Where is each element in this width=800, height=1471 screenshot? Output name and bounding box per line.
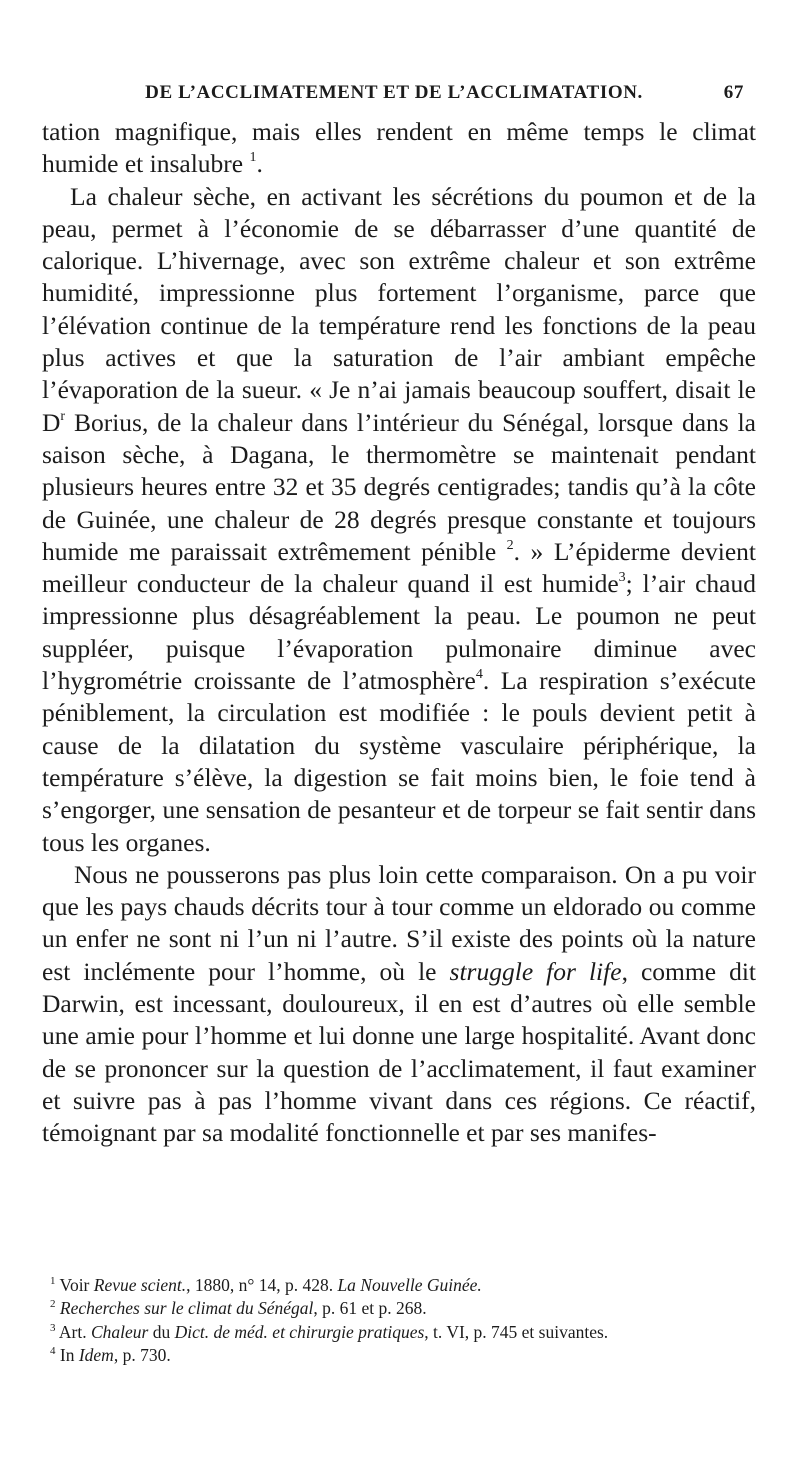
text-run: La chaleur sèche, en activant les sécrétions du poumon et de la peau, permet à l’économie de se débarrasser d’une quantité de calorique. L’hivernage, avec son extrême chaleur et son extrême humidité, impressionne plus fortement l’organisme, parce que l’élévation continue de la température rend les fonctions de la peau plus actives et que la saturation de l’air ambiant empêche l’évaporation de la sueur. « Je n’ai jamais beaucoup souffert, disait le D: [42, 181, 756, 437]
footnote-2: [42, 1297, 758, 1320]
text-run: Nous ne pousserons pas plus loin cette comparaison. On a pu voir que les pays chauds décrits tour à tour comme un eldorado ou comme un enfer ne sont ni l’un ni l’autre. S’il existe des points où la nature est inclémente pour l’homme, où le: [42, 859, 756, 986]
footnote-marker: r: [60, 408, 66, 424]
footnote-marker: 4: [50, 1344, 56, 1357]
italic-run: Idem: [78, 1344, 114, 1365]
footnote-marker: 2: [506, 537, 514, 553]
footnote-marker: 2: [50, 1298, 56, 1311]
text-run: , p. 730.: [113, 1344, 171, 1365]
italic-run: Chaleur: [91, 1321, 149, 1342]
italic-run: Revue scient.: [93, 1275, 187, 1295]
text-run: , 1880, n° 14, p. 428.: [186, 1275, 338, 1295]
text-run: tation magnifique, mais elles rendent en même temps le climat humide et insalubre: [42, 117, 756, 179]
footnote-marker: 1: [249, 150, 257, 166]
footnotes: [42, 1274, 758, 1367]
running-title: DE L’ACCLIMATEMENT ET DE L’ACCLIMATATION.: [145, 82, 643, 103]
text-run: Borius, de la chaleur dans l’intérieur du Sénégal, lorsque dans la saison sèche, à Dagana, le thermomètre se maintenait pendant plusieurs heures entre 32 et 35 degrés centigrades; tandis qu’à la côte de Guinée, une chaleur de 28 degrés presque constante et toujours humide me paraissait extrêmement pénible: [42, 407, 756, 566]
text-run: Voir: [55, 1275, 94, 1295]
text-run: ; l’air chaud impressionne plus désagréablement la peau. Le poumon ne peut suppléer, puisque l’évaporation pulmonaire diminue avec l’hygrométrie croissante de l’atmosphère: [42, 569, 756, 696]
footnote-marker: 3: [50, 1321, 56, 1334]
running-header: [44, 82, 744, 112]
italic-run: struggle for life: [449, 956, 622, 986]
italic-run: La Nouvelle Guinée.: [337, 1275, 482, 1295]
body-text: [42, 116, 756, 1150]
footnote-marker: 1: [50, 1275, 56, 1287]
italic-run: Dict. de méd. et chirurgie pratiques: [174, 1321, 425, 1342]
page-number: 67: [723, 82, 744, 103]
text-run: , comme dit Darwin, est incessant, douloureux, il en est d’autres où elle semble une amie pour l’homme et lui donne une large hospitalité. Avant donc de se prononcer sur la question de l’acclimatement, il faut examiner et suivre pas à pas l’homme vivant dans ces régions. Ce réactif, témoignant par sa modalité fonctionnelle et par ses manifes-: [42, 956, 757, 1148]
footnote-marker: 3: [618, 570, 626, 586]
footnote-3: [42, 1321, 758, 1344]
text-run: .: [256, 149, 263, 179]
text-run: Art.: [55, 1321, 91, 1342]
paragraph-continuation: [42, 116, 756, 181]
italic-run: Recherches sur le climat du Sénégal: [59, 1298, 314, 1319]
footnote-4: [42, 1344, 758, 1367]
text-run: In: [55, 1344, 79, 1365]
text-run: . » L’épiderme devient meilleur conducteur de la chaleur quand il est humide: [42, 536, 756, 599]
paragraph-conclusion: [42, 859, 756, 1150]
text-run: , t. VI, p. 745 et suivantes.: [424, 1321, 609, 1342]
text-run: . La respiration s’exécute péniblement, la circulation est modifiée : le pouls devient petit à cause de la dilatation du système vasculaire périphérique, la température s’élève, la digestion se fait moins bien, le foie tend à s’engorger, une sensation de pesanteur et de torpeur se fait sentir dans tous les organes.: [42, 666, 756, 857]
footnote-marker: 4: [475, 667, 483, 683]
text-run: du: [148, 1321, 175, 1342]
paragraph-heat: [42, 181, 756, 859]
text-run: , p. 61 et p. 268.: [313, 1298, 427, 1319]
footnote-1: [42, 1274, 758, 1297]
